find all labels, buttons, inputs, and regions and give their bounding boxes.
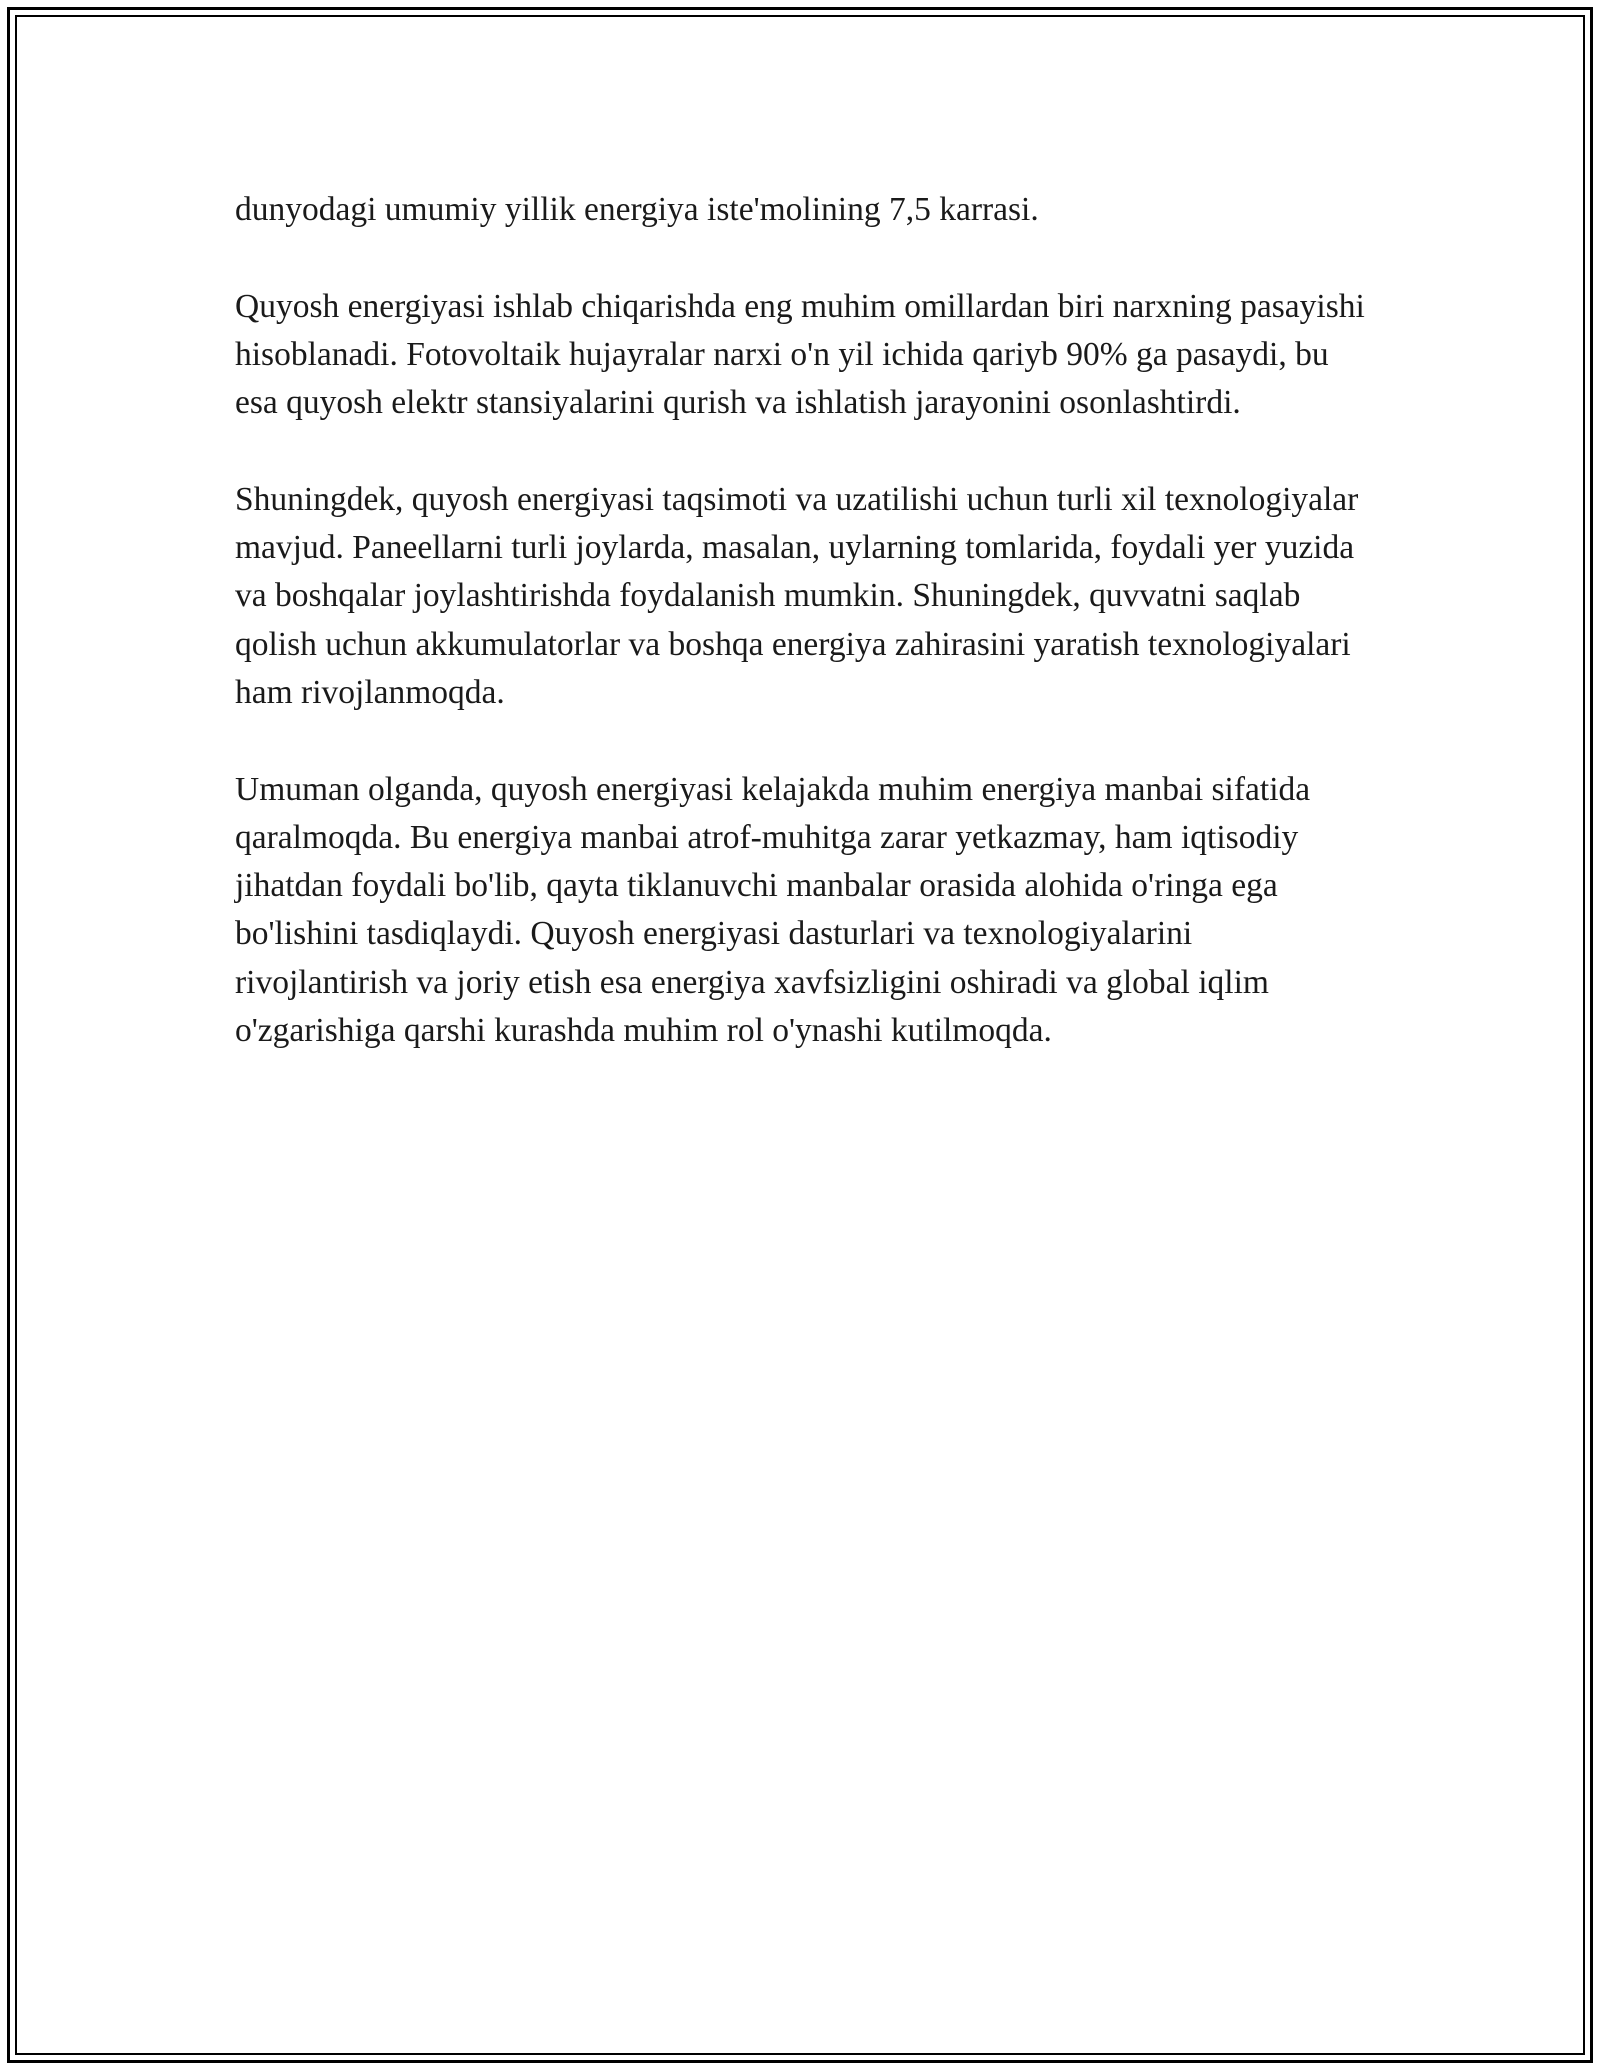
paragraph-4: Umuman olganda, quyosh energiyasi kelajakda muhim energiya manbai sifatida qaralmoqda. Bu energiya manbai atrof-muhitga zarar yetkazmay, ham iqtisodiy jihatdan foydali bo'lib, qayta tiklanuvchi manbalar orasida alohida o'ringa ega bo'lishini tasdiqlaydi. Quyosh energiyasi dasturlari va texnologiyalarini rivojlantirish va joriy etish esa energiya xavfsizligini oshiradi va global iqlim o'zgarishiga qarshi kurashda muhim rol o'ynashi kutilmoqda. [235, 770, 1311, 1050]
paragraph-3: Shuningdek, quyosh energiyasi taqsimoti va uzatilishi uchun turli xil texnologiyalar mavjud. Paneellarni turli joylarda, masalan, uylarning tomlarida, foydali yer yuzida va boshqalar joylashtirishda foydalanish mumkin. Shuningdek, quvvatni saqlab qolish uchun akkumulatorlar va boshqa energiya zahirasini yaratish texnologiyalari ham rivojlanmoqda. [235, 480, 1359, 711]
paragraph-1: dunyodagi umumiy yillik energiya iste'molining 7,5 karrasi. [235, 191, 1039, 228]
paragraph-2: Quyosh energiyasi ishlab chiqarishda eng muhim omillardan biri narxning pasayishi hisoblanadi. Fotovoltaik hujayralar narxi o'n yil ichida qariyb 90% ga pasaydi, bu esa quyosh elektr stansiyalarini qurish va ishlatish jarayonini osonlashtirdi. [235, 287, 1365, 422]
document-body [235, 186, 1370, 1104]
